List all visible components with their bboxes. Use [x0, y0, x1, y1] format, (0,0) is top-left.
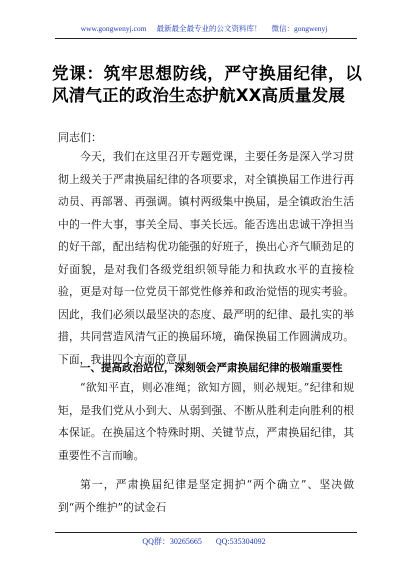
paragraph-discipline: “欲知平直，则必准绳；欲知方圆，则必规矩。”纪律和规矩，是我们党从小到大、从弱到强、不断从胜利走向胜利的根本保证。在换届这个特殊时期、关键节点，严肃换届纪律，其重要性不言而喻。: [58, 381, 354, 462]
header-divider: [55, 38, 357, 39]
footer-qq: QQ:535304092: [215, 537, 266, 546]
paragraph-intro: 今天，我们在这里召开专题党课，主要任务是深入学习贯彻上级关于严肃换届纪律的各项要求，对全镇换届工作进行再动员、再部署、再强调。镇村两级集中换届，是全镇政治生活中的一件大事，事关全局、事关长远。能否选出忠诚干净担当的好干部，配出结构优功能强的好班子，换出心齐气顺劲足的好面貌，是对我们各级党组织领导能力和执政水平的直接检验，更是对每一位党员干部党性修养和政治觉悟的现实考验。因此，我们必须以最坚决的态度、最严明的纪律、最扎实的举措，共同营造风清气正的换届环境，确保换届工作圆满成功。下面，我讲四个方面的意见。: [58, 150, 354, 366]
document-title: 党课：筑牢思想防线，严守换届纪律，以风清气正的政治生态护航XX高质量发展: [52, 64, 362, 105]
header-slogan: 最新最全最专业的公文资料库！: [156, 24, 262, 33]
footer-qq-group: QQ群：30265665: [142, 537, 202, 546]
footer-contact: [0, 536, 408, 547]
header-banner: [0, 24, 408, 34]
section-heading-1: 一、提高政治站位，深刻领会严肃换届纪律的极端重要性: [80, 362, 343, 374]
header-wechat: 微信：gongwenyj: [271, 24, 328, 33]
salutation: 同志们：: [58, 131, 102, 144]
header-site-link[interactable]: www.gongwenyj.com: [80, 24, 147, 33]
paragraph-first-point: 第一，严肃换届纪律是坚定拥护“两个确立”、坚决做到“两个维护”的试金石: [58, 478, 354, 514]
footer-divider: [55, 532, 357, 533]
